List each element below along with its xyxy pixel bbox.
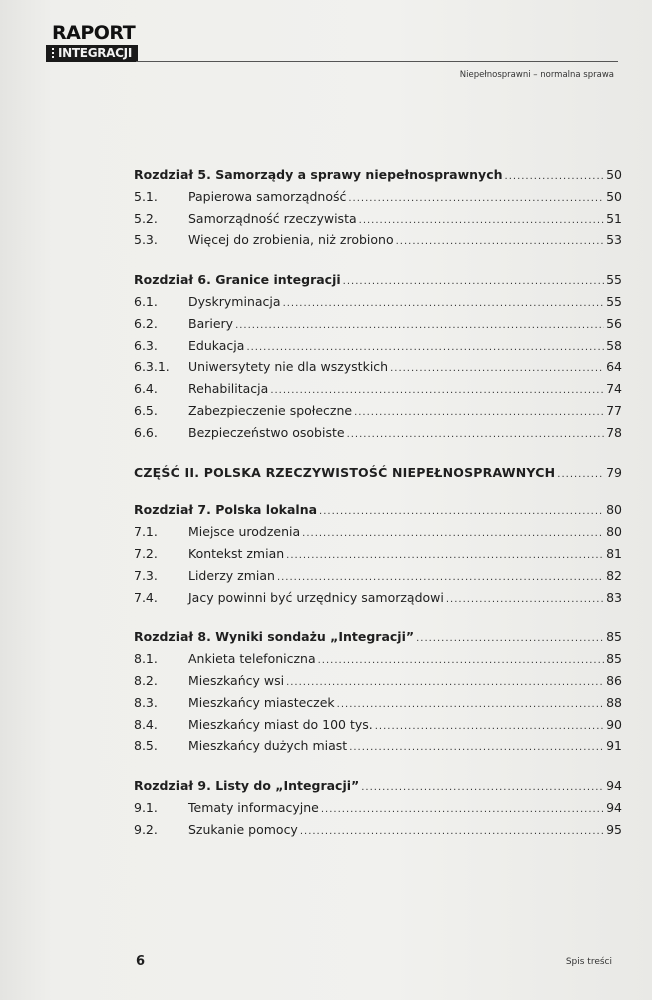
toc-entry-title: Rehabilitacja xyxy=(188,381,269,397)
toc-chapter-heading xyxy=(134,164,622,186)
toc-section-entry xyxy=(134,186,622,208)
toc-chapter-heading xyxy=(134,269,622,291)
toc-part-heading xyxy=(134,462,622,484)
toc-page-number: 51 xyxy=(606,210,622,226)
toc-entry-title: Szukanie pomocy xyxy=(188,821,298,837)
toc-page-number: 82 xyxy=(606,567,622,583)
toc-entry-number: 6.4. xyxy=(134,381,158,397)
toc-section-entry xyxy=(134,714,622,736)
toc-section-entry xyxy=(134,648,622,670)
toc-entry-number: 6.6. xyxy=(134,424,158,440)
toc-entry-title: Jacy powinni być urzędnicy samorządowi xyxy=(188,589,444,605)
toc-entry-number: 8.3. xyxy=(134,694,158,710)
toc-page-number: 81 xyxy=(606,545,622,561)
toc-entry-title: Uniwersytety nie dla wszystkich xyxy=(188,359,389,375)
toc-chapter-heading xyxy=(134,499,622,521)
toc-page-number: 64 xyxy=(606,359,622,375)
toc-entry-number: 8.4. xyxy=(134,716,158,732)
toc-section-entry xyxy=(134,335,622,357)
toc-section-entry xyxy=(134,797,622,819)
table-of-contents xyxy=(134,164,622,859)
toc-chapter-heading xyxy=(134,775,622,797)
toc-section-entry xyxy=(134,400,622,422)
toc-section-entry xyxy=(134,543,622,565)
toc-page-number: 74 xyxy=(606,381,622,397)
toc-entry-title: Rozdział 6. Granice integracji xyxy=(134,272,341,288)
page-number: 6 xyxy=(136,954,146,969)
toc-page-number: 56 xyxy=(606,315,622,331)
dot-leader xyxy=(343,271,604,293)
toc-chapter-block xyxy=(134,269,622,443)
toc-entry-number: 7.4. xyxy=(134,589,158,605)
dot-leader xyxy=(359,210,604,232)
toc-entry-number: 6.5. xyxy=(134,402,158,418)
dot-leader xyxy=(348,188,604,210)
toc-chapter-block xyxy=(134,626,622,757)
toc-entry-title: Dyskryminacja xyxy=(188,293,281,309)
toc-entry-number: 6.3.1. xyxy=(134,359,170,375)
toc-chapter-block xyxy=(134,164,622,251)
toc-page-number: 79 xyxy=(606,464,622,480)
toc-entry-number: 8.5. xyxy=(134,738,158,754)
toc-section-entry xyxy=(134,229,622,251)
toc-entry-title: Tematy informacyjne xyxy=(188,799,319,815)
dot-leader xyxy=(354,402,604,424)
toc-section-entry xyxy=(134,735,622,757)
dot-leader xyxy=(396,231,604,253)
toc-entry-title: Bezpieczeństwo osobiste xyxy=(188,424,345,440)
toc-section-entry xyxy=(134,521,622,543)
toc-page-number: 90 xyxy=(606,716,622,732)
dot-leader xyxy=(321,799,604,821)
toc-page-number: 94 xyxy=(606,778,622,794)
toc-section-entry xyxy=(134,422,622,444)
dot-leader xyxy=(246,337,604,359)
toc-page-number: 80 xyxy=(606,524,622,540)
toc-entry-number: 6.2. xyxy=(134,315,158,331)
toc-page-number: 58 xyxy=(606,337,622,353)
dot-leader xyxy=(349,737,604,759)
dot-leader xyxy=(390,358,604,380)
toc-page-number: 55 xyxy=(606,272,622,288)
toc-entry-number: 6.1. xyxy=(134,293,158,309)
dot-leader xyxy=(270,380,604,402)
toc-entry-title: Bariery xyxy=(188,315,234,331)
toc-entry-title: Papierowa samorządność xyxy=(188,188,347,204)
dot-leader xyxy=(337,694,604,716)
toc-entry-number: 7.1. xyxy=(134,524,158,540)
dot-leader xyxy=(283,293,604,315)
toc-entry-number: 8.2. xyxy=(134,672,158,688)
toc-page-number: 85 xyxy=(606,629,622,645)
header-rule xyxy=(136,61,618,62)
raport-integracji-logo xyxy=(46,24,138,62)
toc-entry-title: Mieszkańcy dużych miast xyxy=(188,738,348,754)
toc-section-entry xyxy=(134,819,622,841)
toc-page-number: 95 xyxy=(606,821,622,837)
toc-entry-number: 8.1. xyxy=(134,651,158,667)
toc-page-number: 50 xyxy=(606,188,622,204)
dot-leader xyxy=(302,523,604,545)
toc-section-entry xyxy=(134,356,622,378)
dot-leader xyxy=(277,567,604,589)
toc-chapter-block xyxy=(134,499,622,608)
toc-entry-title: Kontekst zmian xyxy=(188,545,285,561)
toc-section-entry xyxy=(134,670,622,692)
dot-leader xyxy=(505,166,604,188)
toc-section-entry xyxy=(134,208,622,230)
toc-entry-number: 7.3. xyxy=(134,567,158,583)
running-head: Niepełnosprawni – normalna sprawa xyxy=(459,70,614,80)
dot-leader xyxy=(361,777,604,799)
toc-entry-title: Ankieta telefoniczna xyxy=(188,651,316,667)
dot-leader xyxy=(557,464,604,486)
dot-leader xyxy=(286,545,604,567)
toc-entry-number: 9.1. xyxy=(134,799,158,815)
dot-leader xyxy=(318,650,604,672)
toc-section-entry xyxy=(134,378,622,400)
toc-entry-number: 5.1. xyxy=(134,188,158,204)
dot-leader xyxy=(347,424,604,446)
toc-entry-title: Rozdział 8. Wyniki sondażu „Integracji” xyxy=(134,629,415,645)
toc-entry-title: Więcej do zrobienia, niż zrobiono xyxy=(188,232,394,248)
toc-page-number: 77 xyxy=(606,402,622,418)
toc-entry-title: Samorządność rzeczywista xyxy=(188,210,357,226)
toc-entry-title: Mieszkańcy miasteczek xyxy=(188,694,335,710)
toc-entry-title: Edukacja xyxy=(188,337,245,353)
toc-entry-number: 5.3. xyxy=(134,232,158,248)
toc-entry-number: 5.2. xyxy=(134,210,158,226)
dot-leader xyxy=(286,672,604,694)
toc-page-number: 88 xyxy=(606,694,622,710)
toc-entry-title: Zabezpieczenie społeczne xyxy=(188,402,353,418)
dot-leader xyxy=(300,821,604,843)
toc-part-block xyxy=(134,462,622,484)
toc-page-number: 83 xyxy=(606,589,622,605)
toc-entry-number: 9.2. xyxy=(134,821,158,837)
toc-page-number: 86 xyxy=(606,672,622,688)
toc-page-number: 85 xyxy=(606,651,622,667)
logo-raport-text: RAPORT xyxy=(52,22,136,44)
toc-page-number: 55 xyxy=(606,293,622,309)
dot-leader xyxy=(446,589,604,611)
toc-entry-title: CZĘŚĆ II. POLSKA RZECZYWISTOŚĆ NIEPEŁNOSPRAWNYCH xyxy=(134,464,556,480)
toc-page-number: 94 xyxy=(606,799,622,815)
dot-leader xyxy=(319,501,604,523)
toc-section-entry xyxy=(134,565,622,587)
toc-section-entry xyxy=(134,291,622,313)
toc-entry-title: Liderzy zmian xyxy=(188,567,275,583)
toc-page-number: 50 xyxy=(606,167,622,182)
toc-page-number: 80 xyxy=(606,502,622,518)
toc-section-entry xyxy=(134,313,622,335)
toc-entry-title: Rozdział 7. Polska lokalna xyxy=(134,502,318,518)
toc-entry-number: 6.3. xyxy=(134,337,158,353)
toc-entry-title: Mieszkańcy wsi xyxy=(188,672,285,688)
toc-page-number: 91 xyxy=(606,738,622,754)
dot-leader xyxy=(416,628,604,650)
toc-chapter-block xyxy=(134,775,622,840)
toc-page-number: 78 xyxy=(606,424,622,440)
toc-chapter-heading xyxy=(134,626,622,648)
toc-page-number: 53 xyxy=(606,232,622,248)
toc-entry-title: Miejsce urodzenia xyxy=(188,524,301,540)
dot-leader xyxy=(235,315,604,337)
toc-section-entry xyxy=(134,692,622,714)
toc-entry-title: Rozdział 5. Samorządy a sprawy niepełnosprawnych xyxy=(134,167,503,182)
toc-entry-number: 7.2. xyxy=(134,545,158,561)
footer-section-label: Spis treści xyxy=(565,957,612,967)
logo-integracji-text: INTEGRACJI xyxy=(58,46,133,60)
toc-entry-title: Rozdział 9. Listy do „Integracji” xyxy=(134,778,360,794)
dot-leader xyxy=(375,716,604,738)
toc-section-entry xyxy=(134,587,622,609)
toc-entry-title: Mieszkańcy miast do 100 tys. xyxy=(188,716,373,732)
